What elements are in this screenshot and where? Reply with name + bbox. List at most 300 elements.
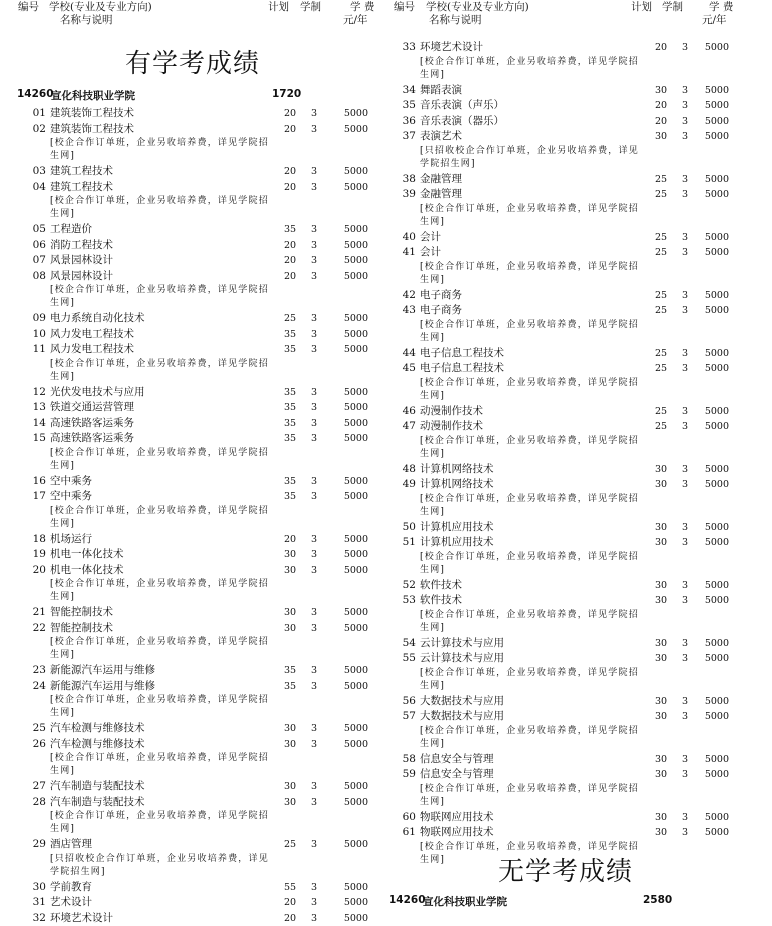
program-row	[389, 767, 772, 810]
program-number: 21	[32, 605, 46, 621]
program-line	[0, 532, 386, 548]
program-plan: 30	[649, 709, 673, 725]
program-number: 16	[32, 474, 46, 490]
program-line	[389, 83, 772, 99]
program-note: [校企合作订单班，企业另收培养费，详见学院招生网]	[420, 551, 640, 577]
program-length: 3	[680, 98, 690, 114]
program-number: 02	[32, 122, 46, 138]
program-note: [校企合作订单班，企业另收培养费，详见学院招生网]	[420, 435, 640, 461]
program-line	[0, 327, 386, 343]
program-fee: 5000	[699, 404, 729, 420]
program-row	[0, 721, 386, 737]
program-row	[389, 361, 772, 404]
program-line	[389, 404, 772, 420]
program-plan: 30	[649, 477, 673, 493]
program-plan: 20	[278, 269, 302, 285]
program-line	[389, 520, 772, 536]
program-name: 电子商务	[420, 288, 462, 304]
program-note: [只招收校企合作订单班，企业另收培养费，详见学院招生网]	[420, 145, 640, 171]
program-row	[389, 187, 772, 230]
program-number: 34	[402, 83, 416, 99]
program-line	[0, 605, 386, 621]
program-row	[389, 230, 772, 246]
program-row	[0, 327, 386, 343]
program-number: 32	[32, 911, 46, 926]
program-number: 36	[402, 114, 416, 130]
program-line	[0, 431, 386, 447]
program-plan: 30	[278, 737, 302, 753]
program-length: 3	[309, 880, 319, 896]
header-plan: 计划	[631, 1, 652, 14]
program-length: 3	[309, 400, 319, 416]
program-row	[389, 419, 772, 462]
program-row	[0, 895, 386, 911]
program-name: 动漫制作技术	[420, 419, 483, 435]
header-length: 学制	[662, 1, 683, 14]
program-note: [校企合作订单班，企业另收培养费，详见学院招生网]	[50, 358, 278, 384]
program-note: [校企合作订单班，企业另收培养费，详见学院招生网]	[50, 636, 278, 662]
program-line	[389, 361, 772, 377]
program-number: 47	[402, 419, 416, 435]
program-number: 57	[402, 709, 416, 725]
program-fee: 5000	[338, 795, 368, 811]
program-fee: 5000	[699, 98, 729, 114]
program-length: 3	[309, 474, 319, 490]
program-number: 58	[402, 752, 416, 768]
program-plan: 25	[649, 172, 673, 188]
program-number: 27	[32, 779, 46, 795]
program-plan: 35	[278, 342, 302, 358]
program-number: 41	[402, 245, 416, 261]
header-school-desc: 名称与说明	[60, 14, 113, 27]
program-number: 01	[32, 106, 46, 122]
program-fee: 5000	[699, 462, 729, 478]
program-name: 金融管理	[420, 187, 462, 203]
program-number: 60	[402, 810, 416, 826]
program-line	[0, 737, 386, 753]
program-line	[0, 721, 386, 737]
program-fee: 5000	[338, 269, 368, 285]
program-line	[0, 489, 386, 505]
program-number: 08	[32, 269, 46, 285]
program-row	[389, 477, 772, 520]
program-name: 酒店管理	[50, 837, 92, 853]
program-length: 3	[680, 462, 690, 478]
program-plan: 30	[649, 129, 673, 145]
program-length: 3	[309, 222, 319, 238]
program-name: 电子商务	[420, 303, 462, 319]
school-plan: 2580	[643, 894, 672, 906]
program-line	[389, 694, 772, 710]
program-plan: 30	[649, 651, 673, 667]
program-line	[0, 385, 386, 401]
program-name: 风景园林设计	[50, 253, 113, 269]
program-length: 3	[309, 547, 319, 563]
program-length: 3	[680, 767, 690, 783]
program-fee: 5000	[699, 825, 729, 841]
program-number: 14	[32, 416, 46, 432]
program-length: 3	[309, 311, 319, 327]
program-row	[0, 164, 386, 180]
right-column	[389, 0, 772, 30]
program-line	[389, 288, 772, 304]
program-length: 3	[309, 385, 319, 401]
program-plan: 25	[649, 288, 673, 304]
program-fee: 5000	[338, 164, 368, 180]
program-row	[0, 911, 386, 926]
program-fee: 5000	[338, 911, 368, 926]
school-code: 14260	[17, 88, 54, 100]
program-line	[389, 40, 772, 56]
program-length: 3	[309, 721, 319, 737]
program-row	[389, 535, 772, 578]
program-length: 3	[309, 122, 319, 138]
program-plan: 30	[649, 520, 673, 536]
program-row	[0, 837, 386, 880]
program-row	[0, 400, 386, 416]
program-plan: 20	[278, 911, 302, 926]
program-row	[389, 694, 772, 710]
program-length: 3	[309, 489, 319, 505]
program-line	[389, 187, 772, 203]
program-note: [校企合作订单班，企业另收培养费，详见学院招生网]	[50, 195, 278, 221]
program-row	[389, 172, 772, 188]
program-name: 消防工程技术	[50, 238, 113, 254]
program-line	[389, 709, 772, 725]
program-plan: 30	[649, 636, 673, 652]
program-line	[389, 114, 772, 130]
program-plan: 20	[278, 106, 302, 122]
table-header	[389, 0, 772, 30]
header-school-desc: 名称与说明	[429, 14, 482, 27]
program-name: 建筑工程技术	[50, 164, 113, 180]
program-line	[0, 911, 386, 926]
program-line	[389, 651, 772, 667]
program-row	[0, 416, 386, 432]
program-note: [校企合作订单班，企业另收培养费，详见学院招生网]	[50, 137, 278, 163]
program-plan: 25	[649, 419, 673, 435]
program-line	[0, 895, 386, 911]
program-name: 建筑装饰工程技术	[50, 122, 134, 138]
program-plan: 30	[649, 578, 673, 594]
program-fee: 5000	[699, 230, 729, 246]
program-row	[0, 385, 386, 401]
program-name: 信息安全与管理	[420, 752, 494, 768]
program-length: 3	[680, 709, 690, 725]
program-row	[389, 40, 772, 83]
program-name: 软件技术	[420, 593, 462, 609]
program-note: [校企合作订单班，企业另收培养费，详见学院招生网]	[420, 667, 640, 693]
program-plan: 20	[278, 895, 302, 911]
program-name: 会计	[420, 230, 441, 246]
program-name: 新能源汽车运用与维修	[50, 663, 155, 679]
program-number: 26	[32, 737, 46, 753]
program-fee: 5000	[699, 172, 729, 188]
program-plan: 30	[649, 825, 673, 841]
program-line	[389, 303, 772, 319]
program-number: 22	[32, 621, 46, 637]
program-fee: 5000	[699, 288, 729, 304]
program-fee: 5000	[699, 83, 729, 99]
program-fee: 5000	[699, 303, 729, 319]
program-name: 铁道交通运营管理	[50, 400, 134, 416]
program-fee: 5000	[699, 245, 729, 261]
program-fee: 5000	[699, 361, 729, 377]
program-number: 28	[32, 795, 46, 811]
program-number: 37	[402, 129, 416, 145]
program-number: 18	[32, 532, 46, 548]
program-plan: 30	[649, 593, 673, 609]
program-row	[0, 238, 386, 254]
program-plan: 25	[649, 346, 673, 362]
program-fee: 5000	[338, 489, 368, 505]
program-number: 53	[402, 593, 416, 609]
program-name: 软件技术	[420, 578, 462, 594]
program-name: 电子信息工程技术	[420, 346, 504, 362]
program-length: 3	[680, 288, 690, 304]
program-name: 环境艺术设计	[420, 40, 483, 56]
table-header	[0, 0, 386, 30]
program-number: 40	[402, 230, 416, 246]
program-fee: 5000	[338, 737, 368, 753]
program-length: 3	[680, 83, 690, 99]
program-name: 汽车检测与维修技术	[50, 721, 145, 737]
program-fee: 5000	[699, 114, 729, 130]
program-length: 3	[680, 825, 690, 841]
program-length: 3	[680, 230, 690, 246]
program-number: 61	[402, 825, 416, 841]
program-number: 30	[32, 880, 46, 896]
school-plan: 1720	[272, 88, 301, 100]
program-length: 3	[680, 752, 690, 768]
program-number: 49	[402, 477, 416, 493]
program-fee: 5000	[699, 477, 729, 493]
program-plan: 35	[278, 385, 302, 401]
program-plan: 25	[278, 311, 302, 327]
program-line	[389, 535, 772, 551]
program-length: 3	[309, 911, 319, 926]
program-name: 物联网应用技术	[420, 825, 494, 841]
program-length: 3	[680, 636, 690, 652]
program-plan: 35	[278, 400, 302, 416]
header-no: 编号	[18, 1, 39, 14]
program-note: [校企合作订单班，企业另收培养费，详见学院招生网]	[50, 447, 278, 473]
program-number: 48	[402, 462, 416, 478]
program-fee: 5000	[338, 311, 368, 327]
program-line	[0, 122, 386, 138]
header-fee-unit: 元/年	[343, 14, 368, 27]
program-fee: 5000	[699, 535, 729, 551]
program-row	[0, 474, 386, 490]
school-code: 14260	[389, 894, 426, 906]
program-row	[0, 122, 386, 165]
program-row	[0, 779, 386, 795]
program-row	[0, 663, 386, 679]
program-note: [校企合作订单班，企业另收培养费，详见学院招生网]	[420, 377, 640, 403]
program-plan: 20	[278, 180, 302, 196]
program-length: 3	[309, 253, 319, 269]
program-plan: 25	[649, 404, 673, 420]
program-row	[0, 563, 386, 606]
program-length: 3	[680, 129, 690, 145]
program-line	[389, 825, 772, 841]
program-row	[389, 303, 772, 346]
program-fee: 5000	[338, 385, 368, 401]
program-name: 建筑装饰工程技术	[50, 106, 134, 122]
header-plan: 计划	[268, 1, 289, 14]
program-fee: 5000	[338, 431, 368, 447]
program-length: 3	[680, 593, 690, 609]
program-name: 计算机网络技术	[420, 462, 494, 478]
program-fee: 5000	[338, 253, 368, 269]
program-number: 35	[402, 98, 416, 114]
program-line	[0, 795, 386, 811]
program-name: 金融管理	[420, 172, 462, 188]
program-row	[389, 346, 772, 362]
program-number: 07	[32, 253, 46, 269]
program-plan: 20	[649, 40, 673, 56]
program-fee: 5000	[338, 621, 368, 637]
program-number: 55	[402, 651, 416, 667]
program-name: 汽车制造与装配技术	[50, 779, 145, 795]
program-length: 3	[309, 621, 319, 637]
program-plan: 35	[278, 327, 302, 343]
program-line	[0, 222, 386, 238]
program-length: 3	[680, 477, 690, 493]
program-name: 物联网应用技术	[420, 810, 494, 826]
program-name: 空中乘务	[50, 474, 92, 490]
program-fee: 5000	[699, 636, 729, 652]
program-number: 20	[32, 563, 46, 579]
program-name: 动漫制作技术	[420, 404, 483, 420]
program-plan: 20	[278, 164, 302, 180]
program-length: 3	[680, 810, 690, 826]
header-school: 学校(专业及专业方向)	[49, 1, 152, 14]
program-row	[0, 431, 386, 474]
program-line	[389, 129, 772, 145]
program-line	[0, 547, 386, 563]
program-plan: 25	[278, 837, 302, 853]
program-name: 电子信息工程技术	[420, 361, 504, 377]
program-fee: 5000	[699, 346, 729, 362]
program-length: 3	[309, 895, 319, 911]
program-row	[389, 98, 772, 114]
program-plan: 25	[649, 245, 673, 261]
program-number: 46	[402, 404, 416, 420]
program-plan: 30	[649, 535, 673, 551]
program-note: [校企合作订单班，企业另收培养费，详见学院招生网]	[420, 56, 640, 82]
program-plan: 20	[649, 114, 673, 130]
program-fee: 5000	[699, 578, 729, 594]
program-row	[0, 222, 386, 238]
program-fee: 5000	[338, 474, 368, 490]
program-plan: 25	[649, 303, 673, 319]
header-fee: 学 费	[709, 1, 733, 14]
program-number: 10	[32, 327, 46, 343]
program-name: 舞蹈表演	[420, 83, 462, 99]
left-column	[0, 0, 386, 30]
program-row	[389, 245, 772, 288]
program-row	[0, 880, 386, 896]
program-name: 风力发电工程技术	[50, 342, 134, 358]
program-plan: 30	[649, 83, 673, 99]
right-program-list	[389, 40, 772, 868]
program-number: 44	[402, 346, 416, 362]
program-row	[389, 651, 772, 694]
program-name: 云计算技术与应用	[420, 636, 504, 652]
program-fee: 5000	[338, 895, 368, 911]
program-name: 工程造价	[50, 222, 92, 238]
program-line	[389, 593, 772, 609]
program-name: 学前教育	[50, 880, 92, 896]
program-row	[389, 709, 772, 752]
program-row	[389, 83, 772, 99]
program-line	[0, 164, 386, 180]
program-number: 05	[32, 222, 46, 238]
program-line	[389, 245, 772, 261]
program-name: 计算机网络技术	[420, 477, 494, 493]
program-length: 3	[309, 327, 319, 343]
program-note: [校企合作订单班，企业另收培养费，详见学院招生网]	[420, 783, 640, 809]
program-line	[0, 474, 386, 490]
section-title-with-scores: 有学考成绩	[125, 43, 260, 80]
program-number: 33	[402, 40, 416, 56]
program-note: [校企合作订单班，企业另收培养费，详见学院招生网]	[50, 810, 278, 836]
school-name: 宣化科技职业学院	[51, 88, 135, 103]
program-fee: 5000	[338, 663, 368, 679]
program-fee: 5000	[699, 709, 729, 725]
program-fee: 5000	[338, 180, 368, 196]
program-fee: 5000	[699, 419, 729, 435]
program-number: 43	[402, 303, 416, 319]
program-length: 3	[309, 605, 319, 621]
program-name: 艺术设计	[50, 895, 92, 911]
program-plan: 35	[278, 474, 302, 490]
program-plan: 30	[278, 563, 302, 579]
program-row	[0, 342, 386, 385]
program-length: 3	[680, 40, 690, 56]
program-line	[0, 180, 386, 196]
program-row	[389, 520, 772, 536]
program-fee: 5000	[338, 547, 368, 563]
program-number: 19	[32, 547, 46, 563]
program-number: 25	[32, 721, 46, 737]
program-row	[389, 752, 772, 768]
program-number: 45	[402, 361, 416, 377]
program-line	[0, 621, 386, 637]
program-plan: 20	[278, 238, 302, 254]
program-fee: 5000	[338, 416, 368, 432]
program-number: 54	[402, 636, 416, 652]
program-fee: 5000	[699, 520, 729, 536]
program-length: 3	[680, 346, 690, 362]
program-plan: 20	[278, 253, 302, 269]
program-name: 汽车制造与装配技术	[50, 795, 145, 811]
program-length: 3	[680, 694, 690, 710]
program-note: [校企合作订单班，企业另收培养费，详见学院招生网]	[420, 725, 640, 751]
program-number: 09	[32, 311, 46, 327]
program-fee: 5000	[699, 694, 729, 710]
program-length: 3	[309, 837, 319, 853]
program-fee: 5000	[699, 651, 729, 667]
program-name: 机电一体化技术	[50, 547, 124, 563]
program-row	[0, 679, 386, 722]
program-line	[389, 752, 772, 768]
program-line	[389, 230, 772, 246]
program-plan: 35	[278, 222, 302, 238]
program-number: 13	[32, 400, 46, 416]
program-line	[389, 346, 772, 362]
